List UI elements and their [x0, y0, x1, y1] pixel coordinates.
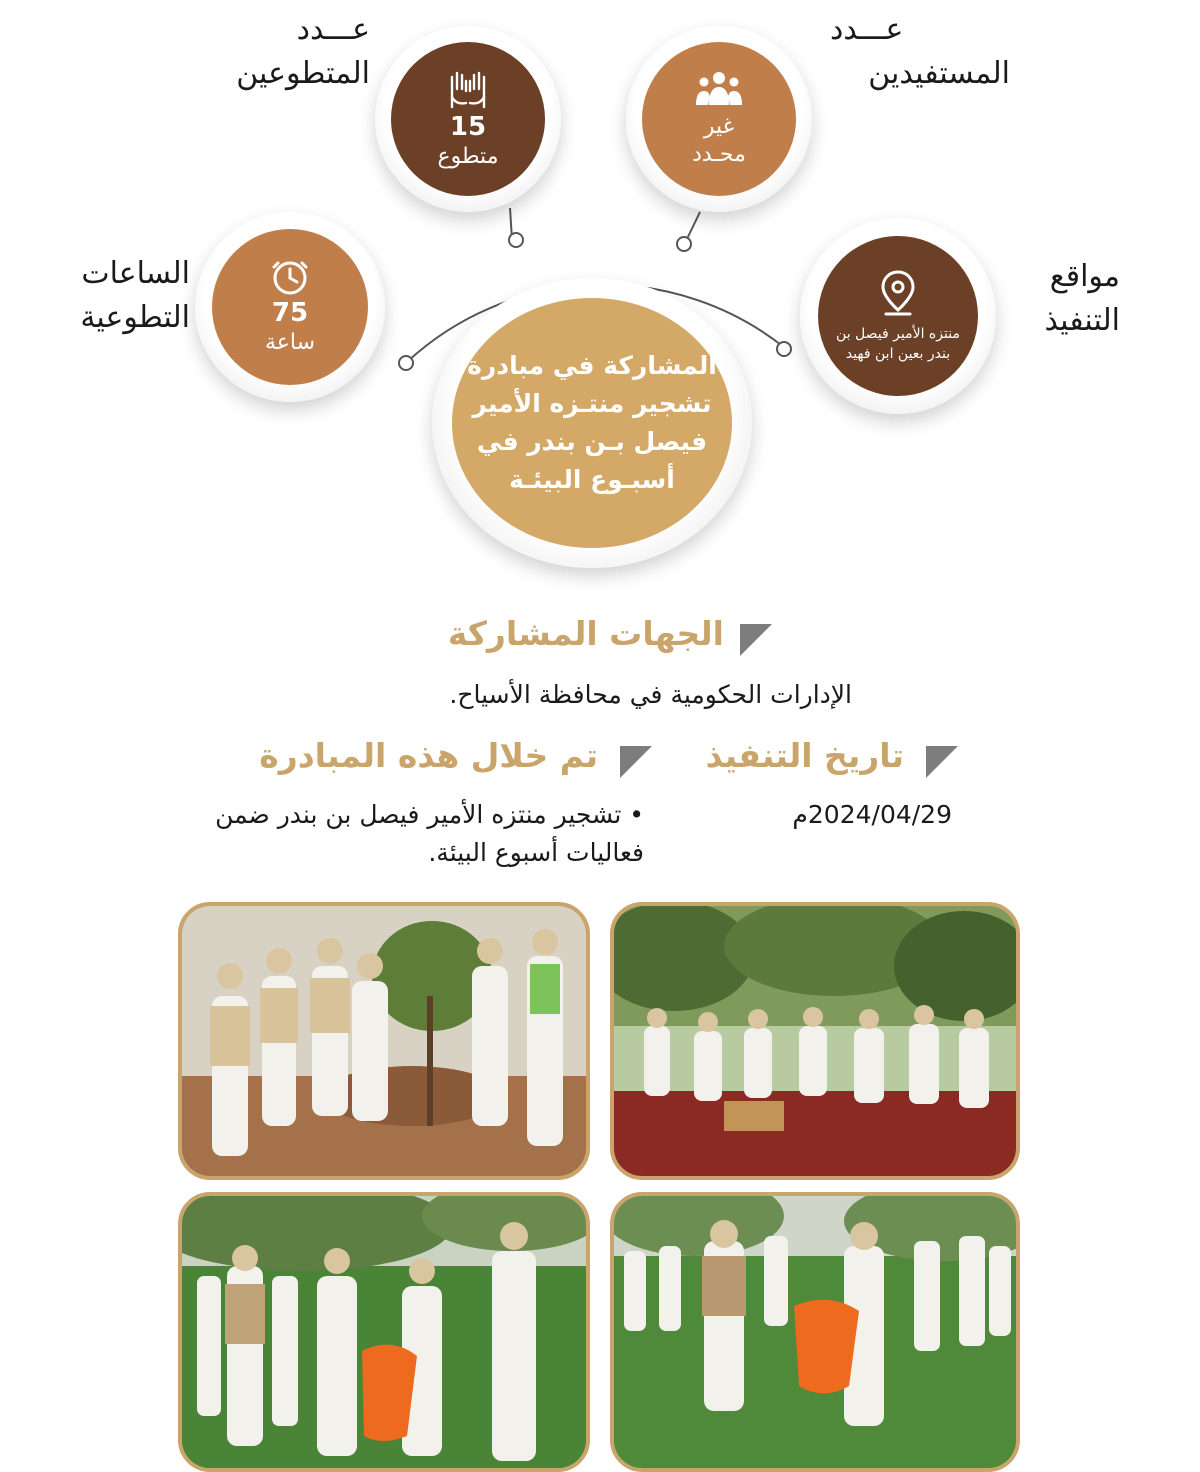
hours-value: 75 — [271, 298, 309, 328]
participants-heading: الجهات المشاركة — [447, 614, 724, 653]
beneficiaries-disc — [642, 42, 796, 196]
volunteers-label — [170, 8, 370, 96]
beneficiaries-value-line1: غير — [703, 114, 735, 139]
clock-icon — [270, 257, 310, 297]
locations-label-line1: مواقع — [1049, 259, 1120, 294]
photo-gathering — [610, 902, 1020, 1180]
achievements-heading: تم خلال هذه المبادرة — [259, 736, 598, 775]
center-title-line: تشجير منتـزه الأمير — [472, 389, 712, 418]
beneficiaries-value-line2: محـدد — [692, 142, 746, 167]
hours-label-line2: التطوعية — [80, 300, 190, 335]
volunteers-label-line2: المتطوعين — [236, 56, 370, 91]
center-title-line: المشاركة في مبادرة — [467, 351, 717, 380]
hours-disc — [212, 229, 368, 385]
execution-date-value: 2024/04/29م — [792, 800, 952, 829]
raised-hands-icon — [444, 67, 492, 111]
photo-cleanup-right-image — [614, 1196, 1016, 1472]
locations-disc — [818, 236, 978, 396]
volunteers-unit: متطوع — [437, 144, 499, 169]
photo-gathering-image — [614, 906, 1016, 1176]
beneficiaries-label-line1: عـــدد — [830, 12, 904, 47]
locations-value: منتزه الأمير فيصل بن بندر بعين ابن فهيد — [836, 326, 960, 362]
execution-date-heading: تاريخ التنفيذ — [705, 736, 904, 775]
execution-date-heading-marker — [926, 746, 958, 778]
center-title-line: فيصل بـن بندر في — [476, 427, 708, 456]
achievements-heading-marker — [620, 746, 652, 778]
center-title — [467, 347, 717, 499]
hours-label-line1: الساعات — [81, 256, 190, 291]
photo-planting-image — [182, 906, 586, 1176]
hours-label — [30, 252, 190, 340]
photo-planting — [178, 902, 590, 1180]
locations-label — [990, 255, 1120, 343]
locations-label-line2: التنفيذ — [1044, 303, 1120, 338]
volunteers-label-line1: عـــدد — [296, 12, 370, 47]
volunteers-value: 15 — [449, 112, 487, 142]
volunteers-disc — [391, 42, 545, 196]
photo-cleanup-left — [178, 1192, 590, 1472]
photo-cleanup-left-image — [182, 1196, 586, 1472]
connector-node — [398, 355, 414, 371]
connector-node — [676, 236, 692, 252]
center-disc — [452, 298, 732, 548]
participants-heading-marker — [740, 624, 772, 656]
achievements-bullet-line1: • تشجير منتزه الأمير فيصل بن بندر ضمن — [215, 800, 644, 829]
beneficiaries-label — [810, 8, 1010, 96]
beneficiaries-label-line2: المستفيدين — [868, 56, 1010, 91]
achievements-bullet-line2: فعاليات أسبوع البيئة. — [428, 838, 644, 867]
participants-text: الإدارات الحكومية في محافظة الأسياح. — [449, 680, 852, 709]
location-pin-icon — [878, 268, 918, 318]
achievements-bullet — [215, 796, 644, 872]
hours-unit: ساعة — [264, 330, 316, 355]
connector-node — [508, 232, 524, 248]
photo-cleanup-right — [610, 1192, 1020, 1472]
connector-node — [776, 341, 792, 357]
center-title-line: أسبـوع البيئـة — [509, 465, 675, 494]
group-icon — [693, 69, 745, 107]
